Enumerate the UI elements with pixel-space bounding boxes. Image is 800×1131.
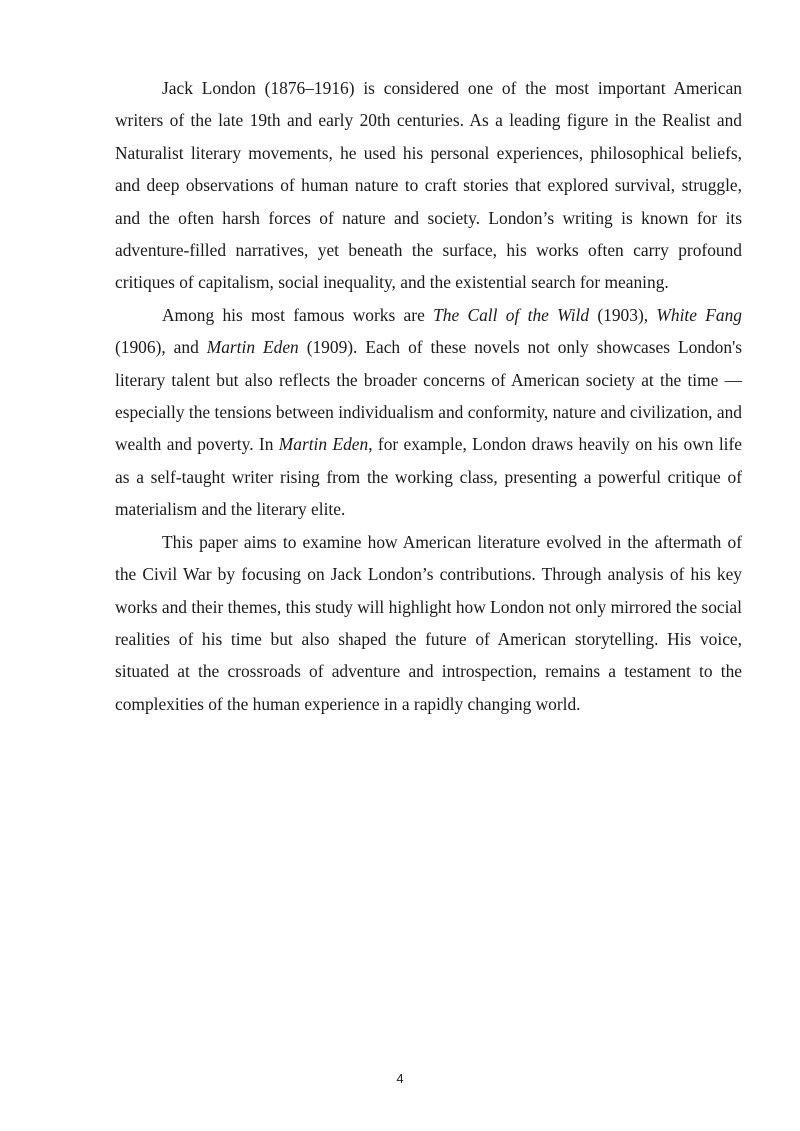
body-text: [115, 72, 742, 720]
paragraph-text: (1903),: [589, 304, 657, 325]
paragraph-text: (1909). Each of these novels not only showcases London's literary talent but also reflects the broader concerns of American society at the time —especially the tensions between individualism and conformity, nature and civilization, and wealth and poverty. In: [115, 337, 742, 455]
book-title-martin-eden: Martin Eden: [206, 337, 299, 358]
paragraph-text: Among his most famous works are: [162, 304, 434, 325]
paragraph-aims: [115, 526, 742, 720]
paragraph-text: (1906), and: [115, 337, 207, 358]
paragraph-text: , for example, London draws heavily on his own life as a self-taught writer rising from the working class, presenting a powerful critique of materialism and the literary elite.: [115, 434, 743, 520]
paragraph-intro: [115, 72, 742, 299]
paragraph-text: This paper aims to examine how American literature evolved in the aftermath of the Civil War by focusing on Jack London’s contributions. Through analysis of his key works and their themes, this study will highlight how London not only mirrored the social realities of his time but also shaped the future of American storytelling. His voice, situated at the crossroads of adventure and introspection, remains a testament to the complexities of the human experience in a rapidly changing world.: [115, 531, 742, 714]
paragraph-text: Jack London (1876–1916) is considered one of the most important American writers of the late 19th and early 20th centuries. As a leading figure in the Realist and Naturalist literary movements, he used his personal experiences, philosophical beliefs, and deep observations of human nature to craft stories that explored survival, struggle, and the often harsh forces of nature and society. London’s writing is known for its adventure-filled narratives, yet beneath the surface, his works often carry profound critiques of capitalism, social inequality, and the existential search for meaning.: [115, 78, 742, 293]
page-number: 4: [396, 1071, 404, 1086]
paragraph-works: [115, 299, 742, 526]
book-title-martin-eden: Martin Eden: [278, 434, 369, 455]
book-title-call-of-the-wild: The Call of the Wild: [433, 304, 590, 325]
book-title-white-fang: White Fang: [656, 304, 742, 325]
